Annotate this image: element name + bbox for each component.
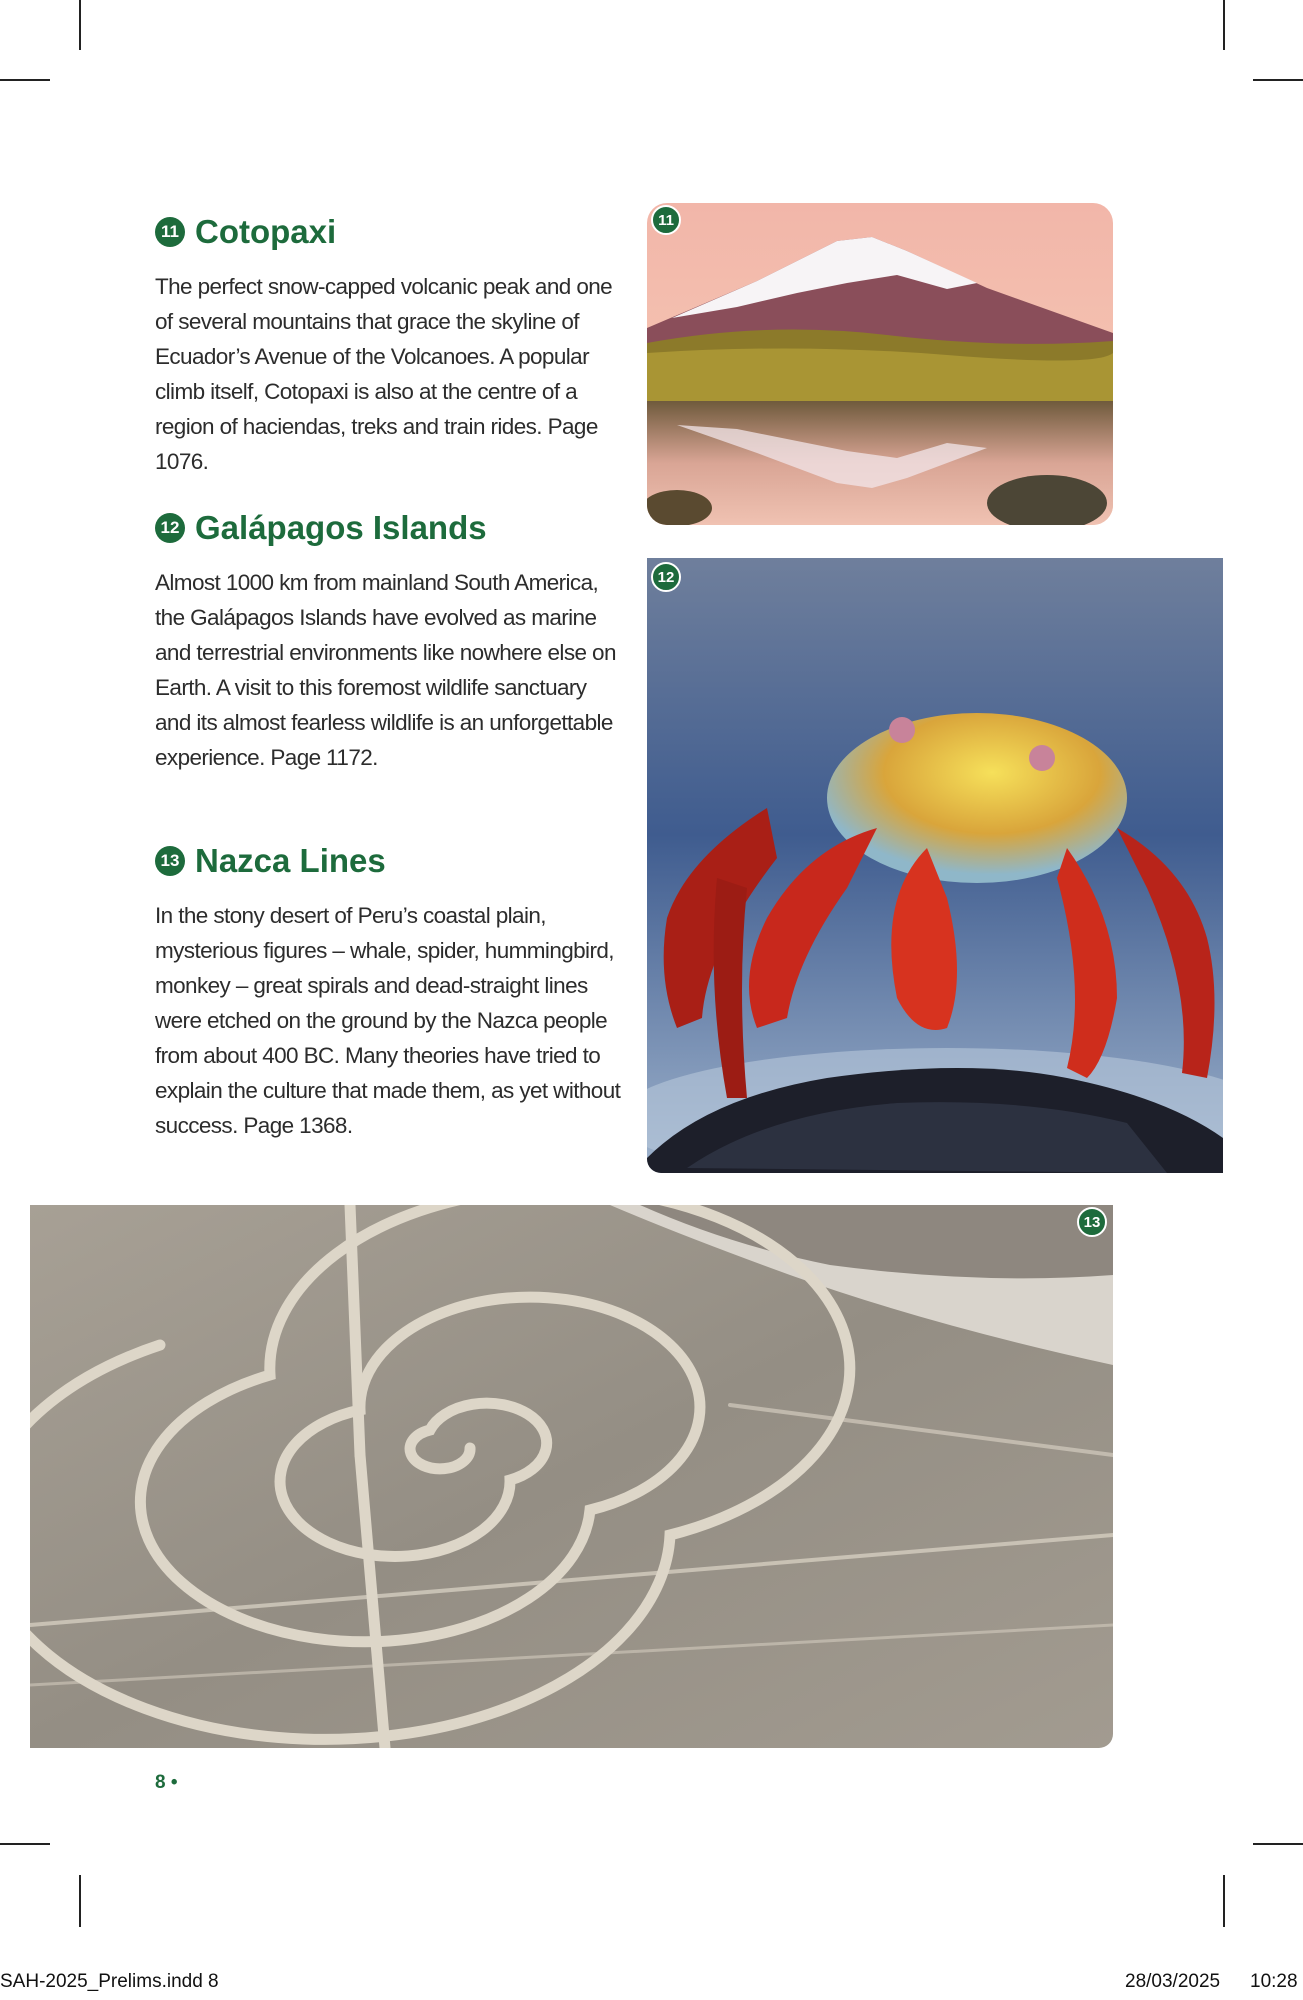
section-title: Nazca Lines bbox=[195, 842, 386, 879]
crop-mark bbox=[79, 0, 81, 50]
slug-date: 28/03/2025 bbox=[1125, 1971, 1221, 1992]
slug-time: 10:28 bbox=[1250, 1971, 1298, 1992]
section-title: Galápagos Islands bbox=[195, 509, 487, 546]
crop-mark bbox=[79, 1875, 81, 1927]
crop-mark bbox=[1253, 79, 1303, 81]
slug-file: SAH-2025_Prelims.indd 8 bbox=[0, 1971, 219, 1992]
section-heading bbox=[155, 213, 625, 251]
image-number-badge: 11 bbox=[651, 205, 681, 235]
crop-mark bbox=[1223, 0, 1225, 50]
crop-mark bbox=[0, 1843, 50, 1845]
cotopaxi-photo bbox=[647, 203, 1113, 525]
section-body: Almost 1000 km from mainland South America, the Galápagos Islands have evolved as marine and terrestrial environments like nowhere else on Earth. A visit to this foremost wildlife sanctuary and its almost fearless wildlife is an unforgettable experience. Page 1172. bbox=[155, 570, 616, 770]
crop-mark bbox=[0, 79, 50, 81]
section-cotopaxi bbox=[155, 213, 625, 479]
section-body: In the stony desert of Peru’s coastal plain, mysterious figures – whale, spider, hummingbird, monkey – great spirals and dead-straight lines were etched on the ground by the Nazca people from about 400 BC. Many theories have tried to explain the culture that made them, as yet without success. Page 1368. bbox=[155, 903, 621, 1138]
galapagos-crab-photo bbox=[647, 558, 1223, 1173]
section-galapagos bbox=[155, 509, 625, 775]
section-nazca bbox=[155, 842, 625, 1143]
crop-mark bbox=[1253, 1843, 1303, 1845]
section-title: Cotopaxi bbox=[195, 213, 337, 250]
section-number-badge: 12 bbox=[155, 513, 185, 543]
page-number: 8 • bbox=[155, 1772, 178, 1793]
section-number-badge: 13 bbox=[155, 846, 185, 876]
section-body: The perfect snow-capped volcanic peak and one of several mountains that grace the skyline of Ecuador’s Avenue of the Volcanoes. A popular climb itself, Cotopaxi is also at the centre of a region of haciendas, treks and train rides. Page 1076. bbox=[155, 274, 613, 474]
section-heading bbox=[155, 509, 625, 547]
nazca-lines-photo bbox=[30, 1205, 1113, 1748]
crop-mark bbox=[1223, 1875, 1225, 1927]
section-heading bbox=[155, 842, 625, 880]
section-number-badge: 11 bbox=[155, 217, 185, 247]
image-number-badge: 12 bbox=[651, 562, 681, 592]
image-number-badge: 13 bbox=[1077, 1207, 1107, 1237]
